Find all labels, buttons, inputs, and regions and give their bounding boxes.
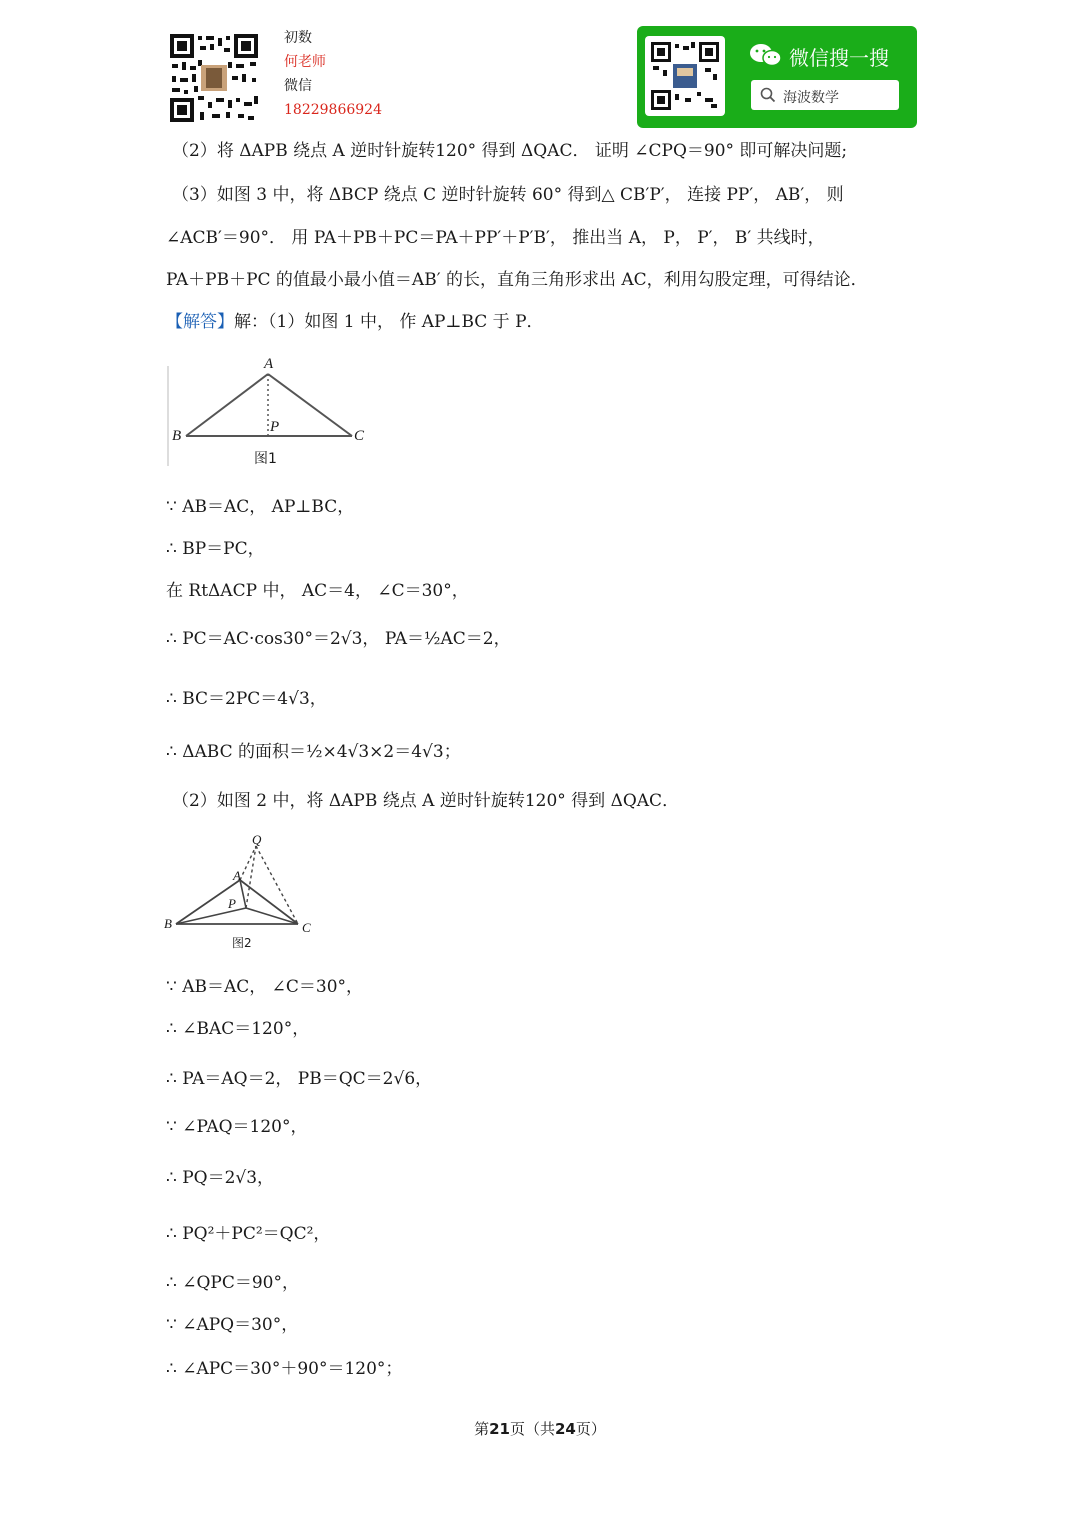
header-caption xyxy=(284,26,382,122)
fig1-label-p: P xyxy=(270,419,280,435)
wechat-title: 微信搜一搜 xyxy=(789,46,889,70)
text-line-8: 在 RtΔACP 中， AC＝4， ∠C＝30°， xyxy=(166,581,469,601)
page-footer xyxy=(0,1418,1080,1439)
fig2-label-q: Q xyxy=(252,832,262,847)
text-line-20: ∵ ∠APQ＝30°， xyxy=(166,1315,299,1335)
fig2-label-p: P xyxy=(228,896,236,911)
wechat-search-text: 海波数学 xyxy=(783,90,839,106)
text-line-1: （2）将 ΔAPB 绕点 A 逆时针旋转120° 得到 ΔQAC． 证明 ∠CPQ＝90° 即可解决问题; xyxy=(172,141,848,161)
caption-line-2: 何老师 xyxy=(284,54,326,70)
text-line-17: ∴ PQ＝2√3， xyxy=(166,1168,275,1188)
text-line-12: （2）如图 2 中，将 ΔAPB 绕点 A 逆时针旋转120° 得到 ΔQAC． xyxy=(172,791,680,811)
caption-line-3: 微信 xyxy=(284,78,312,94)
fig1-label-a: A xyxy=(264,356,274,372)
text-line-19: ∴ ∠QPC＝90°， xyxy=(166,1273,299,1293)
fig1-label-c: C xyxy=(354,428,365,444)
text-line-18: ∴ PQ²＋PC²＝QC²， xyxy=(166,1224,331,1244)
fig1-caption: 图1 xyxy=(254,451,277,467)
figure-2 xyxy=(160,830,320,952)
text-line-21: ∴ ∠APC＝30°＋90°＝120°； xyxy=(166,1359,403,1379)
fig2-label-a: A xyxy=(233,868,241,883)
qr-code-wechat xyxy=(645,36,725,116)
text-line-5 xyxy=(166,311,544,333)
answer-intro: 解：（1）如图 1 中， 作 AP⊥BC 于 P． xyxy=(234,312,544,332)
qr-code-left xyxy=(168,32,260,124)
search-icon xyxy=(760,87,776,107)
footer-prefix: 第 xyxy=(474,1420,490,1438)
wechat-logo-icon xyxy=(749,42,783,72)
wechat-search-card[interactable] xyxy=(637,26,917,128)
fig2-caption: 图2 xyxy=(232,936,252,950)
text-line-16: ∵ ∠PAQ＝120°， xyxy=(166,1117,308,1137)
text-line-2: （3）如图 3 中，将 ΔBCP 绕点 C 逆时针旋转 60° 得到△ CB′P′， 连接 PP′， AB′， 则 xyxy=(172,185,844,205)
text-line-4: PA＋PB＋PC 的值最小最小值＝AB′ 的长，直角三角形求出 AC，利用勾股定理，可得结论． xyxy=(166,270,868,290)
text-line-14: ∴ ∠BAC＝120°， xyxy=(166,1019,310,1039)
fig2-label-c: C xyxy=(302,920,311,935)
text-line-15: ∴ PA＝AQ＝2， PB＝QC＝2√6， xyxy=(166,1069,433,1089)
text-line-13: ∵ AB＝AC， ∠C＝30°， xyxy=(166,977,364,997)
figure-1 xyxy=(166,356,376,472)
text-line-3: ∠ACB′＝90°． 用 PA＋PB＋PC＝PA＋PP′＋P′B′， 推出当 A， P， P′， B′ 共线时， xyxy=(166,228,825,248)
fig1-label-b: B xyxy=(172,428,182,444)
fig2-label-b: B xyxy=(164,916,172,931)
footer-total-pages: 24 xyxy=(555,1420,576,1438)
wechat-search-box[interactable] xyxy=(751,80,899,110)
footer-mid: 页（共 xyxy=(509,1420,555,1438)
caption-line-1: 初数 xyxy=(284,30,312,46)
footer-suffix: 页） xyxy=(575,1420,606,1438)
text-line-7: ∴ BP＝PC， xyxy=(166,539,265,559)
footer-page-number: 21 xyxy=(489,1420,510,1438)
text-line-10: ∴ BC＝2PC＝4√3， xyxy=(166,689,327,709)
text-line-6: ∵ AB＝AC， AP⊥BC， xyxy=(166,497,355,517)
text-line-9: ∴ PC＝AC·cos30°＝2√3， PA＝½AC＝2， xyxy=(166,629,511,649)
answer-tag: 【解答】 xyxy=(166,312,234,332)
caption-phone: 18229866924 xyxy=(284,102,382,118)
text-line-11: ∴ ΔABC 的面积＝½×4√3×2＝4√3； xyxy=(166,742,461,762)
